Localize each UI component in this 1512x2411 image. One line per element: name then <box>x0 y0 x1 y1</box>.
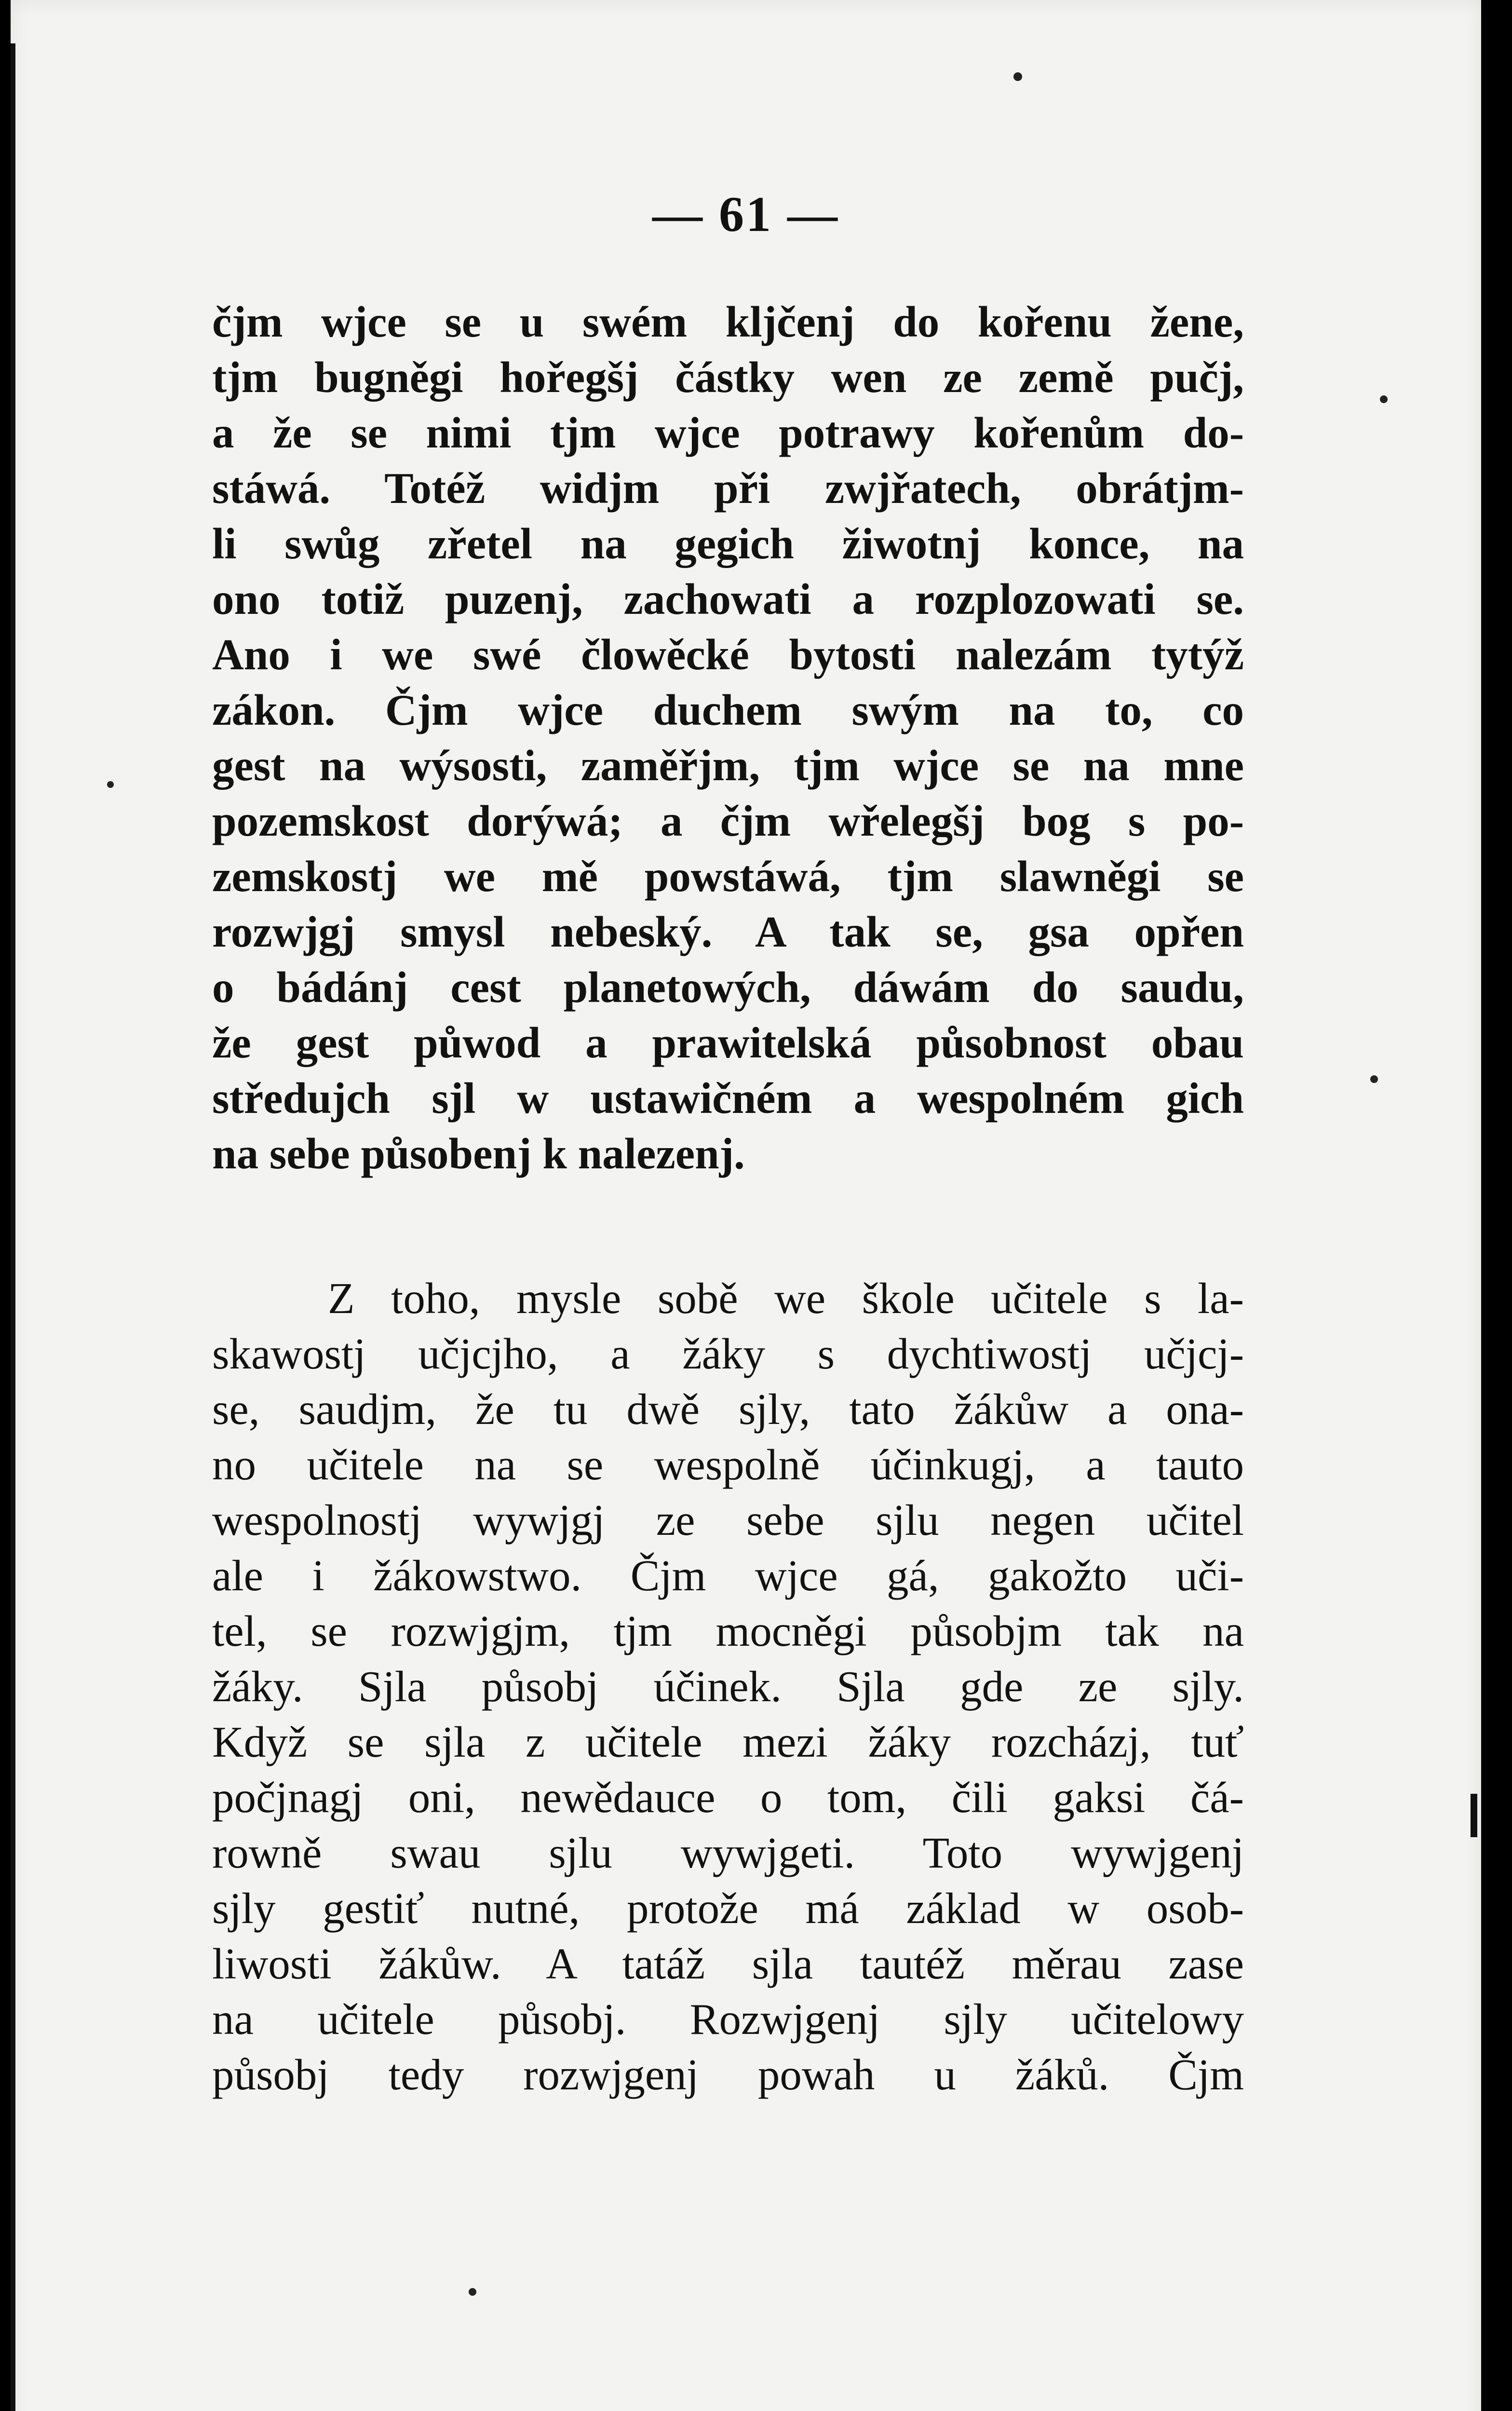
text-line: působj tedy rozwjgenj powah u žáků. Čjm <box>212 2050 1244 2099</box>
scan-speck <box>469 2288 476 2296</box>
scan-speck <box>1380 395 1388 403</box>
text-line: stáwá. Totéž widjm při zwjřatech, obrátjm- <box>212 464 1244 513</box>
text-line: na sebe působenj k nalezenj. <box>212 1129 745 1178</box>
scan-speck <box>107 781 114 788</box>
page-edge-mark <box>1471 1794 1477 1837</box>
text-line: a že se nimi tjm wjce potrawy kořenům do- <box>212 408 1244 457</box>
text-line: počjnagj oni, newědauce o tom, čili gaksi čá- <box>212 1773 1244 1822</box>
text-line: Když se sjla z učitele mezi žáky rozcházj, tuť <box>212 1718 1244 1766</box>
text-line: li swůg zřetel na gegich žiwotnj konce, na <box>212 519 1244 568</box>
text-line: sjly gestiť nutné, protože má základ w osob- <box>212 1884 1244 1933</box>
text-line: pozemskost dorýwá; a čjm wřelegšj bog s po- <box>212 797 1244 845</box>
paragraph-1 <box>212 294 1244 1181</box>
text-line: zákon. Čjm wjce duchem swým na to, co <box>212 686 1244 734</box>
text-line: na učitele působj. Rozwjgenj sjly učitelowy <box>212 1995 1244 2044</box>
text-line: tjm bugněgi hořegšj částky wen ze země pučj, <box>212 353 1244 402</box>
text-line: že gest půwod a prawitelská působnost obau <box>212 1018 1244 1067</box>
text-line: no učitele na se wespolně účinkugj, a tauto <box>212 1440 1244 1489</box>
text-line: liwosti žákůw. A tatáž sjla tautéž měrau zase <box>212 1939 1244 1988</box>
text-line: ale i žákowstwo. Čjm wjce gá, gakožto uči- <box>212 1551 1244 1600</box>
text-line: Ano i we swé člowěcké bytosti nalezám tytýž <box>212 630 1244 679</box>
text-line: středujch sjl w ustawičném a wespolném gich <box>212 1074 1244 1123</box>
text-line: tel, se rozwjgjm, tjm mocněgi působjm tak na <box>212 1607 1244 1655</box>
paragraph-2 <box>212 1271 1244 2102</box>
text-line: zemskostj we mě powstáwá, tjm slawněgi se <box>212 852 1244 901</box>
text-line: čjm wjce se u swém kljčenj do kořenu žene, <box>212 298 1244 346</box>
page-number: — 61 — <box>652 187 839 242</box>
text-line: skawostj učjcjho, a žáky s dychtiwostj učjcj- <box>212 1329 1244 1378</box>
text-line: o bádánj cest planetowých, dáwám do saudu, <box>212 963 1244 1012</box>
book-page <box>11 0 1481 2411</box>
text-line: gest na wýsosti, zaměřjm, tjm wjce se na mne <box>212 741 1244 790</box>
text-line: ono totiž puzenj, zachowati a rozplozowati se. <box>212 575 1244 623</box>
text-line: Z toho, mysle sobě we škole učitele s la- <box>328 1274 1244 1323</box>
text-line: se, saudjm, že tu dwě sjly, tato žákůw a ona- <box>212 1385 1244 1434</box>
text-line: rozwjgj smysl nebeský. A tak se, gsa opřen <box>212 908 1244 956</box>
text-line: žáky. Sjla působj účinek. Sjla gde ze sjly. <box>212 1662 1244 1711</box>
text-line: wespolnostj wywjgj ze sebe sjlu negen učitel <box>212 1496 1244 1544</box>
scan-speck <box>1013 72 1022 81</box>
scan-speck <box>1370 1075 1378 1083</box>
page-gutter-edge <box>11 43 15 2411</box>
text-line: rowně swau sjlu wywjgeti. Toto wywjgenj <box>212 1829 1244 1877</box>
